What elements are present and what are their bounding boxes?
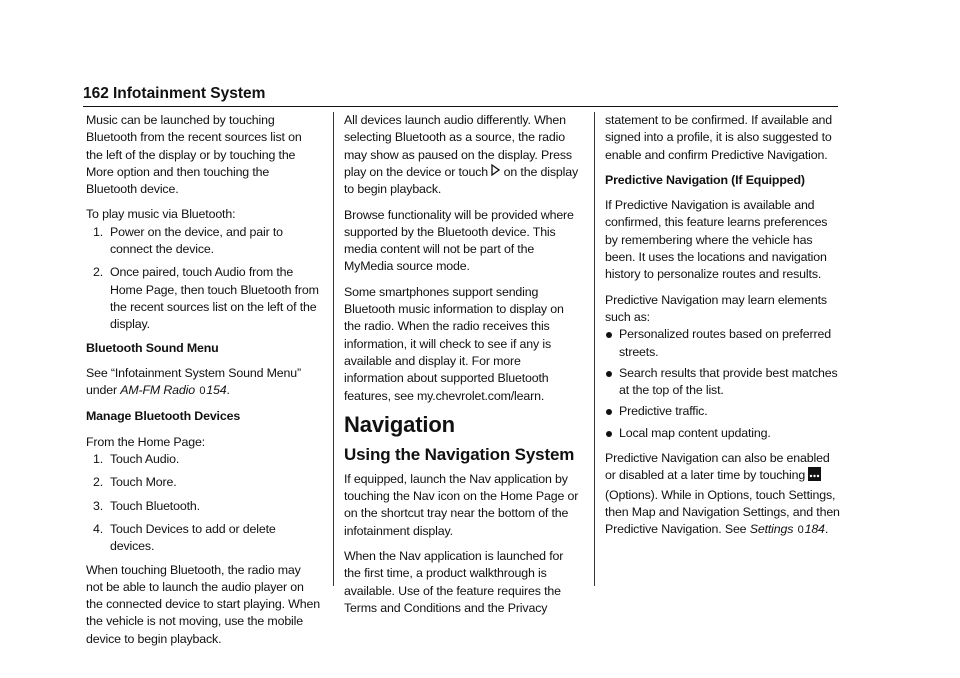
list-number: 3. — [92, 498, 103, 513]
list-item — [605, 403, 843, 420]
text: All devices launch audio differently. When selecting Bluetooth as a source, the radio may show as paused on the display. Press play on the device or touch — [344, 113, 572, 179]
subheading: Bluetooth Sound Menu — [86, 340, 219, 355]
page-header — [83, 84, 838, 107]
list-text: Touch Audio. — [110, 452, 180, 467]
paragraph: Predictive Navigation may learn elements such as: — [605, 292, 827, 324]
list-text: Power on the device, and pair to connect the device. — [110, 224, 283, 257]
bullet-icon — [606, 409, 612, 415]
list-number: 1. — [92, 452, 103, 467]
paragraph: To play music via Bluetooth: — [86, 207, 236, 222]
list-text: Touch Bluetooth. — [110, 498, 200, 513]
paragraph: If Predictive Navigation is available and confirmed, this feature learns preferences by remembering where the vehicle has been. It uses the locations and navigation history to personalize routes and results. — [605, 198, 828, 282]
list-item — [86, 474, 320, 491]
paragraph: statement to be confirmed. If available and signed into a profile, it is also suggested to enable and confirm Predictive Navigation. — [605, 113, 833, 162]
text: (Options). While in Options, touch Settings, then Map and Navigation Settings, and then Predictive Navigation. See — [605, 487, 840, 537]
text: See “Infotainment System Sound Menu” under — [86, 365, 301, 398]
list-item — [605, 365, 843, 400]
paragraph — [605, 450, 843, 539]
cross-reference-link[interactable]: Settings — [749, 522, 794, 537]
list-text: Touch Devices to add or delete devices. — [110, 521, 276, 554]
cross-reference-page[interactable]: 184 — [804, 522, 825, 537]
column-3 — [605, 112, 843, 548]
bullet-icon — [606, 431, 612, 437]
list-text: Predictive traffic. — [619, 404, 708, 419]
paragraph: When the Nav application is launched for the first time, a product walkthrough is available. Use of the feature requires the Terms and Conditions and the Privacy — [344, 549, 564, 615]
list-number: 2. — [92, 265, 103, 280]
list-number: 4. — [92, 521, 103, 536]
subsection-heading: Using the Navigation System — [344, 444, 575, 464]
play-icon — [491, 164, 500, 181]
options-icon — [808, 467, 821, 486]
list-item — [86, 521, 320, 556]
text: . — [824, 522, 829, 537]
list-item — [86, 498, 320, 515]
list-text: Search results that provide best matches at the top of the list. — [619, 365, 838, 398]
bullet-icon — [606, 332, 612, 338]
page-number: 162 — [83, 85, 109, 102]
page-reference-icon: 0 — [797, 524, 804, 537]
paragraph: From the Home Page: — [86, 434, 206, 449]
page-reference-icon: 0 — [199, 385, 206, 398]
cross-reference-link[interactable]: AM-FM Radio — [120, 383, 196, 398]
list-number: 2. — [92, 475, 103, 490]
text: on the display to begin playback. — [344, 164, 579, 197]
column-2 — [344, 112, 582, 625]
list-text: Personalized routes based on preferred streets. — [619, 327, 831, 359]
text: . — [226, 383, 230, 398]
section-heading: Navigation — [344, 411, 455, 437]
list-item — [86, 451, 320, 468]
list-text: Local map content updating. — [619, 425, 771, 440]
paragraph — [86, 365, 320, 401]
column-divider — [333, 112, 334, 586]
numbered-list — [86, 451, 320, 555]
cross-reference-page[interactable]: 154 — [206, 383, 227, 398]
list-number: 1. — [92, 224, 103, 239]
list-item — [605, 326, 843, 361]
text: Predictive Navigation can also be enabled or disabled at a later time by touching — [605, 451, 830, 483]
bullet-icon — [606, 371, 612, 377]
column-divider — [594, 112, 595, 586]
subheading: Manage Bluetooth Devices — [86, 409, 241, 424]
list-item — [605, 425, 843, 442]
subheading: Predictive Navigation (If Equipped) — [605, 172, 805, 187]
list-text: Touch More. — [110, 475, 177, 490]
paragraph — [344, 112, 582, 199]
column-1 — [86, 112, 320, 656]
paragraph: If equipped, launch the Nav application by touching the Nav icon on the Home Page or on the shortcut tray near the bottom of the infotainment display. — [344, 471, 579, 538]
section-title: Infotainment System — [113, 85, 266, 102]
paragraph: When touching Bluetooth, the radio may not be able to launch the audio player on the connected device to start playing. When the vehicle is not moving, use the mobile device to begin playback. — [86, 562, 320, 646]
paragraph: Music can be launched by touching Bluetooth from the recent sources list on the left of the display or by touching the More option and then touching the Bluetooth device. — [86, 113, 302, 197]
bullet-list — [605, 326, 843, 442]
list-text: Once paired, touch Audio from the Home Page, then touch Bluetooth from the recent sources list on the left of the display. — [110, 265, 319, 332]
list-item — [86, 264, 320, 333]
paragraph: Browse functionality will be provided where supported by the Bluetooth device. This media content will not be part of the MyMedia source mode. — [344, 207, 574, 274]
paragraph: Some smartphones support sending Bluetooth music information to display on the radio. When the radio receives this information, it will check to see if any is available and display it. For more information about supported Bluetooth features, see my.chevrolet.com/learn. — [344, 284, 564, 403]
list-item — [86, 224, 320, 259]
numbered-list — [86, 224, 320, 334]
